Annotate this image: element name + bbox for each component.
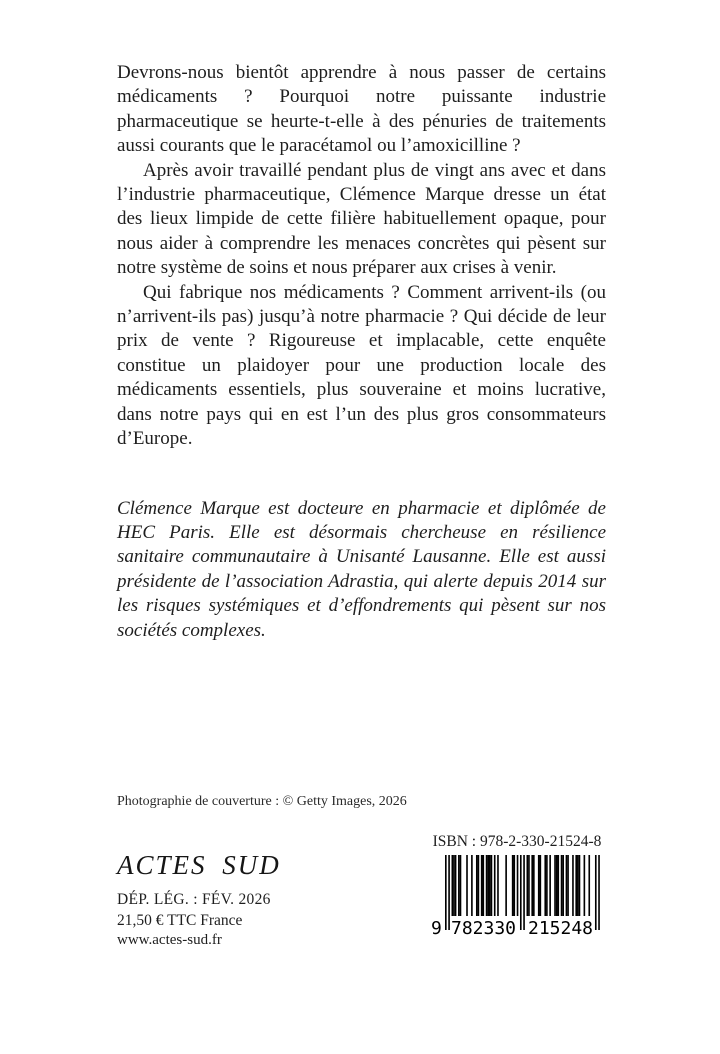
blurb-paragraph-2: Après avoir travaillé pendant plus de vingt ans avec et dans l’industrie pharmaceutique, Clémence Marque dresse un état des lieux limpide de cette filière habituellement opaque, pour nous aider à comprendre les menaces concrètes qui pèsent sur notre système de soins et nous préparer aux crises à venir. [117,159,606,279]
publisher-logo: ACTES SUD [117,850,281,880]
ean13-barcode [431,855,603,937]
barcode-svg [431,855,601,936]
isbn-label: ISBN : 978-2-330-21524-8 [432,833,602,850]
svg-text:215248: 215248 [528,918,593,936]
legal-deposit: DÉP. LÉG. : FÉV. 2026 [117,891,271,908]
publisher-website: www.actes-sud.fr [117,931,222,948]
blurb-paragraph-3: Qui fabrique nos médicaments ? Comment arrivent-ils (ou n’arrivent-ils pas) jusqu’à notre pharmacie ? Qui décide de leur prix de vente ? Rigoureuse et implacable, cette enquête constitue un plaidoyer pour une production locale des médicaments essentiels, plus souveraine et moins lucrative, dans notre pays qui en est l’un des plus gros consommateurs d’Europe. [117,281,606,450]
isbn-block [431,833,603,937]
publisher-block [117,852,281,949]
price: 21,50 € TTC France [117,911,243,929]
cover-photo-credit: Photographie de couverture : © Getty Images, 2026 [117,794,407,809]
blurb [117,61,606,643]
svg-text:9: 9 [431,918,442,936]
blurb-paragraph-1: Devrons-nous bientôt apprendre à nous passer de certains médicaments ? Pourquoi notre puissante industrie pharmaceutique se heurte-t-elle à des pénuries de traitements aussi courants que le paracétamol ou l’amoxicilline ? [117,62,606,157]
author-bio: Clémence Marque est docteure en pharmacie et diplômée de HEC Paris. Elle est désormais chercheuse en résilience sanitaire communautaire à Unisanté Lausanne. Elle est aussi présidente de l’association Adrastia, qui alerte depuis 2014 sur les risques systémiques et d’effondrements qui pèsent sur nos sociétés complexes. [117,497,606,641]
svg-text:782330: 782330 [451,918,516,936]
